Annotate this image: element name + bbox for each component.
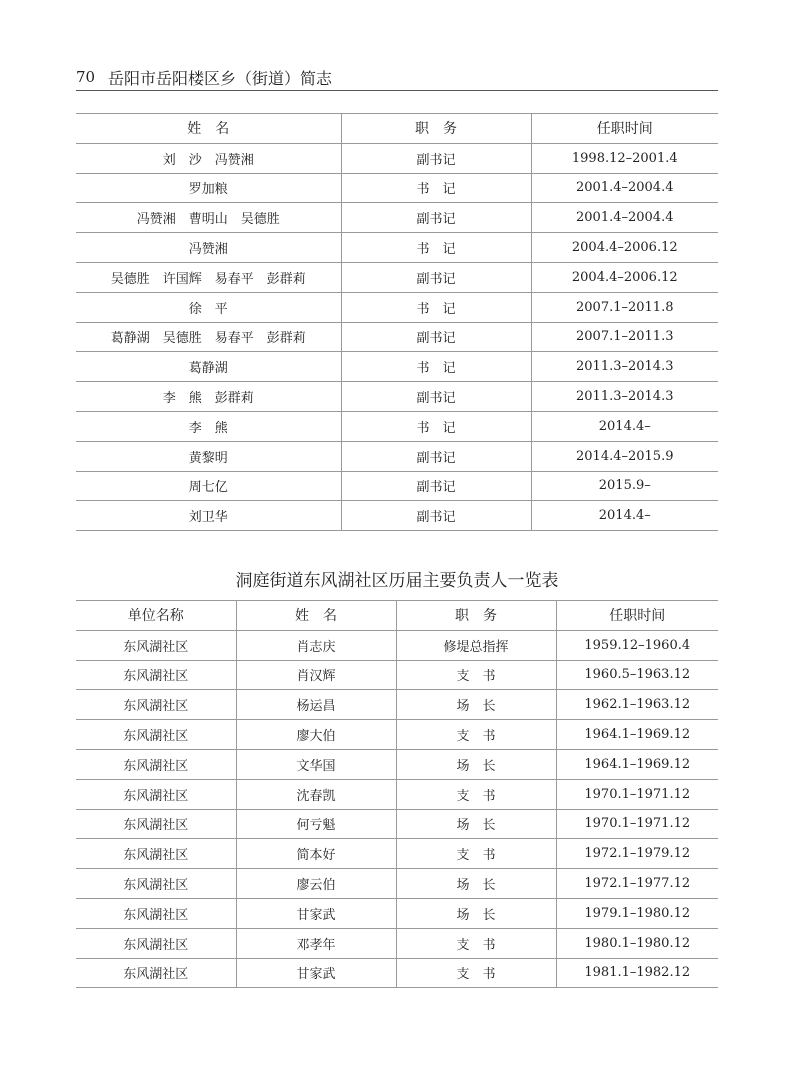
cell-unit: 东风湖社区 — [76, 779, 236, 809]
cell-term: 1962.1–1963.12 — [556, 690, 718, 720]
cell-unit: 东风湖社区 — [76, 660, 236, 690]
cell-position: 副书记 — [341, 382, 531, 412]
cell-position: 书 记 — [341, 233, 531, 263]
table-row — [76, 839, 718, 869]
col-header-name: 姓 名 — [236, 601, 396, 631]
table-row — [76, 869, 718, 899]
cell-name: 周七亿 — [76, 471, 341, 501]
cell-term: 1972.1–1979.12 — [556, 839, 718, 869]
table-row — [76, 779, 718, 809]
cell-position: 书 记 — [341, 411, 531, 441]
cell-position: 支 书 — [396, 779, 556, 809]
table-row — [76, 928, 718, 958]
community-leaders-table — [76, 600, 718, 988]
cell-position: 支 书 — [396, 720, 556, 750]
cell-position: 场 长 — [396, 869, 556, 899]
table-header-row — [76, 601, 718, 631]
table-row — [76, 441, 718, 471]
cell-unit: 东风湖社区 — [76, 839, 236, 869]
page-number: 70 — [76, 68, 96, 86]
table-row — [76, 749, 718, 779]
cell-term: 2014.4– — [531, 501, 718, 531]
cell-term: 1964.1–1969.12 — [556, 749, 718, 779]
cell-position: 场 长 — [396, 749, 556, 779]
cell-position: 副书记 — [341, 322, 531, 352]
cell-position: 副书记 — [341, 262, 531, 292]
cell-position: 场 长 — [396, 809, 556, 839]
col-header-position: 职 务 — [341, 114, 531, 144]
cell-position: 场 长 — [396, 898, 556, 928]
cell-name: 葛静湖 — [76, 352, 341, 382]
cell-term: 1964.1–1969.12 — [556, 720, 718, 750]
cell-term: 2015.9– — [531, 471, 718, 501]
cell-name: 甘家武 — [236, 898, 396, 928]
cell-term: 2004.4–2006.12 — [531, 233, 718, 263]
cell-position: 副书记 — [341, 143, 531, 173]
cell-name: 徐 平 — [76, 292, 341, 322]
cell-name: 何亏魁 — [236, 809, 396, 839]
cell-position: 支 书 — [396, 660, 556, 690]
cell-term: 2014.4– — [531, 411, 718, 441]
table-row — [76, 501, 718, 531]
cell-term: 2001.4–2004.4 — [531, 173, 718, 203]
cell-name: 廖云伯 — [236, 869, 396, 899]
cell-term: 1972.1–1977.12 — [556, 869, 718, 899]
cell-position: 副书记 — [341, 501, 531, 531]
cell-term: 2004.4–2006.12 — [531, 262, 718, 292]
table-row — [76, 233, 718, 263]
cell-name: 冯赞湘 — [76, 233, 341, 263]
cell-position: 修堤总指挥 — [396, 630, 556, 660]
cell-name: 冯赞湘 曹明山 吴德胜 — [76, 203, 341, 233]
col-header-unit: 单位名称 — [76, 601, 236, 631]
cell-position: 支 书 — [396, 958, 556, 988]
table-row — [76, 898, 718, 928]
cell-term: 2011.3–2014.3 — [531, 352, 718, 382]
table-header-row — [76, 114, 718, 144]
cell-position: 书 记 — [341, 173, 531, 203]
cell-name: 李 熊 — [76, 411, 341, 441]
cell-term: 1960.5–1963.12 — [556, 660, 718, 690]
cell-term: 1980.1–1980.12 — [556, 928, 718, 958]
cell-term: 1959.12–1960.4 — [556, 630, 718, 660]
cell-position: 支 书 — [396, 839, 556, 869]
cell-term: 2001.4–2004.4 — [531, 203, 718, 233]
cell-name: 李 熊 彭群莉 — [76, 382, 341, 412]
cell-position: 场 长 — [396, 690, 556, 720]
cell-position: 支 书 — [396, 928, 556, 958]
cell-unit: 东风湖社区 — [76, 869, 236, 899]
cell-name: 黄黎明 — [76, 441, 341, 471]
table-row — [76, 382, 718, 412]
cell-position: 副书记 — [341, 441, 531, 471]
cell-name: 文华国 — [236, 749, 396, 779]
cell-unit: 东风湖社区 — [76, 958, 236, 988]
cell-unit: 东风湖社区 — [76, 928, 236, 958]
cell-term: 2011.3–2014.3 — [531, 382, 718, 412]
col-header-term: 任职时间 — [556, 601, 718, 631]
table-row — [76, 262, 718, 292]
cell-term: 1970.1–1971.12 — [556, 779, 718, 809]
cell-name: 刘卫华 — [76, 501, 341, 531]
table-row — [76, 809, 718, 839]
table-row — [76, 958, 718, 988]
cell-unit: 东风湖社区 — [76, 720, 236, 750]
cell-position: 书 记 — [341, 352, 531, 382]
secretary-table — [76, 113, 718, 531]
table-row — [76, 660, 718, 690]
table-row — [76, 471, 718, 501]
cell-name: 廖大伯 — [236, 720, 396, 750]
table-row — [76, 173, 718, 203]
cell-name: 肖汉辉 — [236, 660, 396, 690]
table-row — [76, 292, 718, 322]
table2-title: 洞庭街道东风湖社区历届主要负责人一览表 — [235, 571, 559, 591]
table-row — [76, 720, 718, 750]
cell-name: 甘家武 — [236, 958, 396, 988]
cell-term: 2007.1–2011.8 — [531, 292, 718, 322]
cell-term: 1970.1–1971.12 — [556, 809, 718, 839]
cell-term: 2014.4–2015.9 — [531, 441, 718, 471]
col-header-position: 职 务 — [396, 601, 556, 631]
cell-term: 1981.1–1982.12 — [556, 958, 718, 988]
page-header — [76, 64, 718, 91]
cell-name: 邓孝年 — [236, 928, 396, 958]
col-header-term: 任职时间 — [531, 114, 718, 144]
cell-unit: 东风湖社区 — [76, 690, 236, 720]
cell-position: 书 记 — [341, 292, 531, 322]
cell-name: 葛静湖 吴德胜 易春平 彭群莉 — [76, 322, 341, 352]
table-row — [76, 322, 718, 352]
cell-unit: 东风湖社区 — [76, 749, 236, 779]
cell-term: 1998.12–2001.4 — [531, 143, 718, 173]
cell-name: 罗加粮 — [76, 173, 341, 203]
cell-name: 肖志庆 — [236, 630, 396, 660]
cell-unit: 东风湖社区 — [76, 809, 236, 839]
table-row — [76, 352, 718, 382]
col-header-name: 姓 名 — [76, 114, 341, 144]
cell-unit: 东风湖社区 — [76, 630, 236, 660]
cell-name: 杨运昌 — [236, 690, 396, 720]
table-row — [76, 630, 718, 660]
cell-name: 简本好 — [236, 839, 396, 869]
book-title: 岳阳市岳阳楼区乡（街道）简志 — [108, 69, 333, 88]
table-row — [76, 143, 718, 173]
cell-name: 刘 沙 冯赞湘 — [76, 143, 341, 173]
cell-name: 沈春凯 — [236, 779, 396, 809]
table-row — [76, 690, 718, 720]
cell-unit: 东风湖社区 — [76, 898, 236, 928]
cell-position: 副书记 — [341, 471, 531, 501]
cell-term: 1979.1–1980.12 — [556, 898, 718, 928]
table-row — [76, 203, 718, 233]
cell-name: 吴德胜 许国辉 易春平 彭群莉 — [76, 262, 341, 292]
cell-term: 2007.1–2011.3 — [531, 322, 718, 352]
cell-position: 副书记 — [341, 203, 531, 233]
table-row — [76, 411, 718, 441]
